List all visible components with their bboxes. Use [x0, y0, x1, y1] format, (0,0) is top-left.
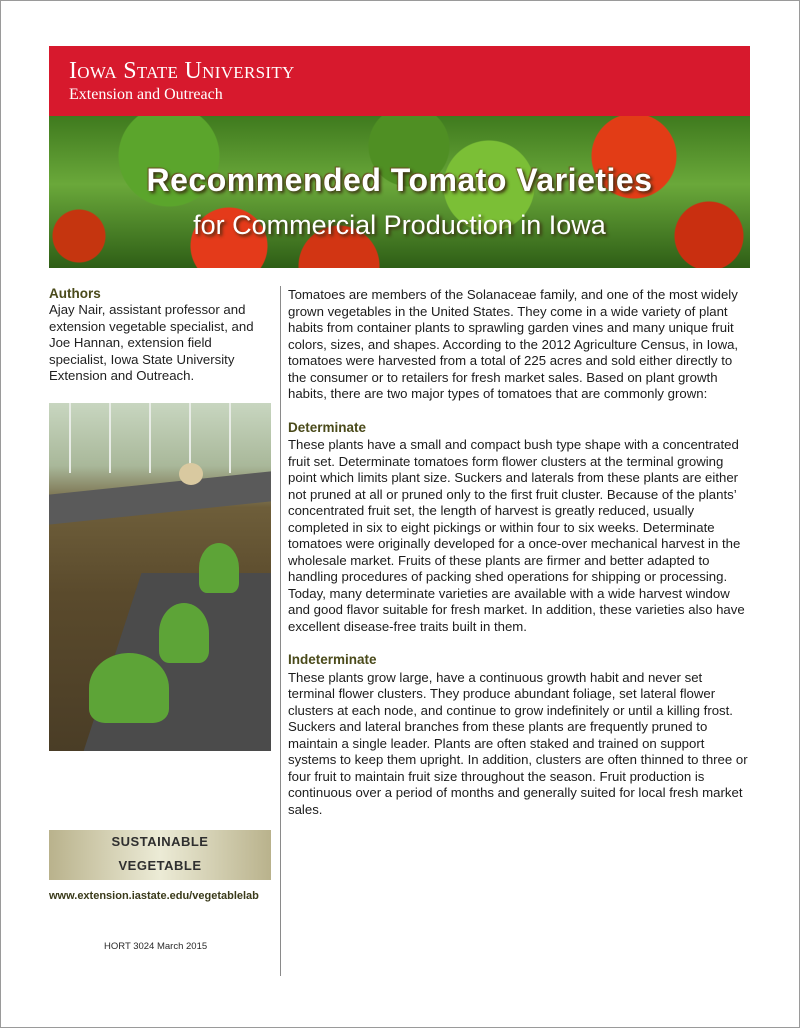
website-link[interactable]: www.extension.iastate.edu/vegetablelab: [49, 890, 259, 902]
greenhouse-frame: [109, 403, 111, 473]
intro-paragraph: Tomatoes are members of the Solanaceae family, and one of the most widely grown vegetables in the United States. They come in a wide variety of plant habits from container plants to sprawling garden vines and many unique fruit colors, sizes, and shapes. According to the 2012 Agriculture Census, in Iowa, tomatoes were harvested from a total of 225 acres and sold either directly to the consumer or to retailers for fresh market sales. Based on plant growth habits, there are two major types of tomatoes that are commonly grown:: [288, 287, 739, 401]
section-heading-determinate: Determinate: [288, 419, 367, 435]
greenhouse-frame: [69, 403, 71, 473]
section-text-indeterminate: These plants grow large, have a continuous growth habit and never set terminal flower clusters. They produce abundant foliage, set lateral flower clusters at each node, and continue to grow indefinitely or until a killing frost. Suckers and lateral branches from these plants are frequently pruned to maintain a single leader. Plants are often staked and trained on support systems to keep them upright. In addition, clusters are often thinned to three or four fruit to maintain fruit size throughout the season. Fruit production is continuous over a period of months and generally suited for local fresh market sales.: [288, 669, 748, 817]
badge-line2: VEGETABLE: [118, 858, 202, 873]
column-divider: [280, 286, 281, 976]
tomato-seedling: [159, 603, 209, 663]
badge-line1: SUSTAINABLE: [111, 834, 209, 849]
sustainable-vegetable-badge: [49, 830, 271, 880]
authors-text: Ajay Nair, assistant professor and extension vegetable specialist, and Joe Hannan, extension field specialist, Iowa State University Extension and Outreach.: [49, 302, 254, 383]
tomato-hero-image: [49, 116, 750, 268]
sidebar: [49, 286, 271, 385]
university-logo-text: Iowa State University: [69, 58, 295, 84]
plastic-mulch-row: [49, 471, 271, 524]
unit-name: Extension and Outreach: [69, 86, 223, 103]
section-heading-indeterminate: Indeterminate: [288, 652, 377, 667]
tomato-seedling: [89, 653, 169, 723]
greenhouse-frame: [229, 403, 231, 473]
section-text-determinate: These plants have a small and compact bush type shape with a concentrated fruit set. Determinate tomatoes form flower clusters at the terminal growing point which limits plant size. Suckers and laterals from these plants are either not pruned at all or pruned only to the first fruit cluster. Because of the plants’ concentrated fruit set, the length of harvest is greatly reduced, usually completed in six to eight pickings or within four to six weeks. Determinate tomatoes were originally developed for a once-over mechanical harvest in the wholesale market. Fruits of these plants are firmer and better adapted to handling procedures of packing shed operations for shipping or processing. Today, many determinate varieties are available with a wide harvest window and good flavor suitable for fresh market. In addition, these varieties also have excellent disease-free traits built in them.: [288, 437, 745, 634]
document-subtitle: for Commercial Production in Iowa: [193, 210, 606, 240]
publication-id: HORT 3024 March 2015: [104, 941, 208, 952]
document-title: Recommended Tomato Varieties: [146, 162, 653, 198]
worker-figure: [179, 463, 203, 485]
tomato-seedling: [199, 543, 239, 593]
header-banner: [49, 46, 750, 268]
field-photo: [49, 403, 271, 751]
authors-heading: Authors: [49, 286, 101, 301]
university-band: [49, 46, 750, 116]
main-content: [288, 287, 750, 818]
greenhouse-frame: [149, 403, 151, 473]
